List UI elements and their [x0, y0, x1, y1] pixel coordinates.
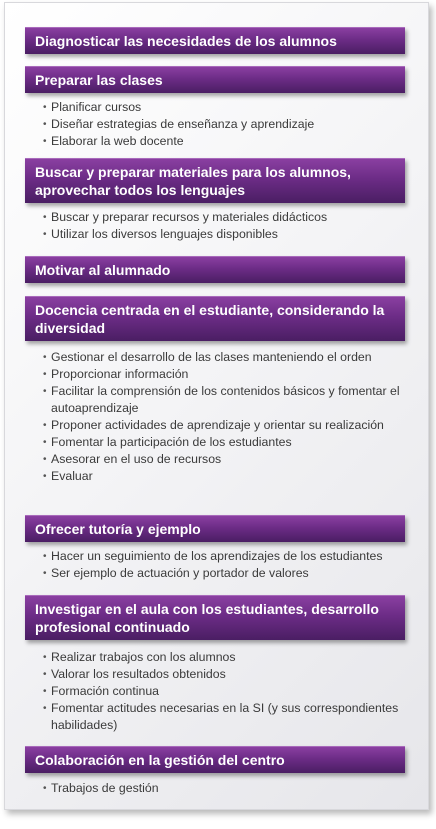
list-item: • Trabajos de gestión	[43, 780, 415, 797]
list-item: • Realizar trabajos con los alumnos	[43, 649, 415, 666]
list-item: • Facilitar la comprensión de los contenidos básicos y fomentar el autoaprendizaje	[43, 383, 415, 417]
bullet-list-materiales	[43, 209, 415, 243]
section-header-docencia	[25, 296, 405, 341]
list-item: • Planificar cursos	[43, 99, 415, 116]
section-title: Preparar las clases	[35, 72, 163, 88]
list-item: • Ser ejemplo de actuación y portador de valores	[43, 565, 415, 582]
list-item: • Elaborar la web docente	[43, 133, 415, 150]
list-item: • Formación continua	[43, 683, 415, 700]
section-title: Docencia centrada en el estudiante, considerando la diversidad	[35, 302, 385, 336]
list-item: • Fomentar la participación de los estudiantes	[43, 434, 415, 451]
list-item: • Utilizar los diversos lenguajes disponibles	[43, 226, 415, 243]
section-header-motivar	[25, 256, 405, 283]
list-item: • Asesorar en el uso de recursos	[43, 451, 415, 468]
section-header-preparar-clases	[25, 66, 405, 93]
section-title: Ofrecer tutoría y ejemplo	[35, 521, 201, 537]
section-title: Buscar y preparar materiales para los alumnos, aprovechar todos los lenguajes	[35, 164, 351, 198]
list-item: • Diseñar estrategias de enseñanza y aprendizaje	[43, 116, 415, 133]
section-header-materiales	[25, 158, 405, 203]
section-header-diagnosticar	[25, 27, 405, 54]
section-header-investigar	[25, 595, 405, 640]
list-item: • Valorar los resultados obtenidos	[43, 666, 415, 683]
section-title: Colaboración en la gestión del centro	[35, 752, 285, 768]
list-item: • Buscar y preparar recursos y materiales didácticos	[43, 209, 415, 226]
section-header-tutoria	[25, 515, 405, 542]
bullet-list-preparar-clases	[43, 99, 415, 150]
bullet-list-colaboracion	[43, 780, 415, 797]
list-item: • Proporcionar información	[43, 366, 415, 383]
bullet-list-investigar	[43, 649, 415, 734]
list-item: • Evaluar	[43, 468, 415, 485]
bullet-list-docencia	[43, 349, 415, 485]
section-title: Investigar en el aula con los estudiantes, desarrollo profesional continuado	[35, 601, 379, 635]
section-title: Motivar al alumnado	[35, 262, 171, 278]
roles-panel	[4, 2, 429, 810]
bullet-list-tutoria	[43, 548, 415, 582]
section-header-colaboracion	[25, 746, 405, 773]
list-item: • Proponer actividades de aprendizaje y orientar su realización	[43, 417, 415, 434]
list-item: • Fomentar actitudes necesarias en la SI (y sus correspondientes habilidades)	[43, 700, 415, 734]
section-title: Diagnosticar las necesidades de los alumnos	[35, 33, 337, 49]
list-item: • Gestionar el desarrollo de las clases manteniendo el orden	[43, 349, 415, 366]
list-item: • Hacer un seguimiento de los aprendizajes de los estudiantes	[43, 548, 415, 565]
